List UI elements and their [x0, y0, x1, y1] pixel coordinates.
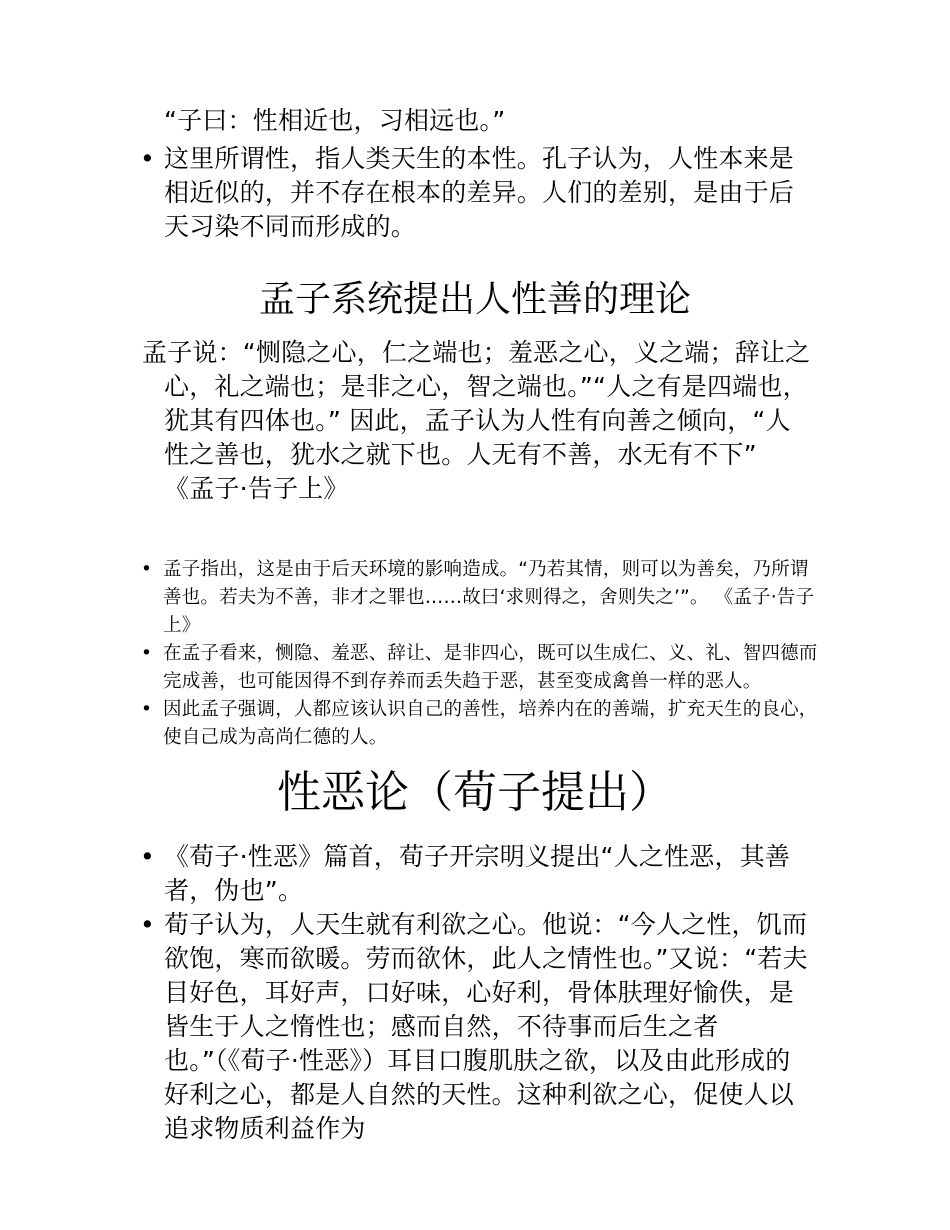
list-item — [141, 556, 818, 640]
bullet-icon: • — [141, 643, 153, 664]
list-item — [140, 908, 814, 1146]
mencius-paragraph: 孟子说：“恻隐之心，仁之端也；羞恶之心，义之端；辞让之心，礼之端也；是非之心，智之端也。”“人之有是四端也，犹其有四体也。” 因此，孟子认为人性有向善之倾向，“人性之善也，犹水之就下也。人无有不善，水无有不下” 《孟子·告子上》 — [142, 338, 811, 503]
confucius-quote: “子曰：性相近也，习相远也。” — [164, 106, 506, 135]
xunzi-heading: 性恶论（荀子提出） — [277, 767, 673, 818]
bullet-icon: • — [140, 144, 155, 173]
bullet-icon: • — [141, 699, 153, 720]
confucius-bullet — [140, 142, 814, 244]
bullet-icon: • — [140, 842, 155, 871]
list-item — [140, 142, 814, 244]
list-item-text: 荀子认为，人天生就有利欲之心。他说：“今人之性，饥而欲饱，寒而欲暖。劳而欲休，此人之情性也。”又说：“若夫目好色，耳好声，口好味，心好利，骨体肤理好愉佚，是皆生于人之惰性也；感而自然，不待事而后生之者也。”（《荀子·性恶》）耳目口腹肌肤之欲，以及由此形成的好利之心，都是人自然的天性。这种利欲之心，促使人以追求物质利益作为 — [164, 910, 808, 1143]
list-item — [141, 696, 818, 752]
list-item-text: 在孟子看来，恻隐、羞恶、辞让、是非四心，既可以生成仁、义、礼、智四德而完成善，也可能因得不到存养而丢失趋于恶，甚至变成禽兽一样的恶人。 — [163, 643, 818, 692]
list-item-text: 这里所谓性，指人类天生的本性。孔子认为，人性本来是相近似的，并不存在根本的差异。人们的差别，是由于后天习染不同而形成的。 — [164, 144, 795, 241]
list-item — [141, 640, 818, 696]
list-item-text: 《荀子·性恶》篇首，荀子开宗明义提出“人之性恶，其善者，伪也”。 — [164, 842, 791, 905]
list-item-text: 孟子指出，这是由于后天环境的影响造成。“乃若其情，则可以为善矣，乃所谓善也。若夫为不善，非才之罪也……故曰‘求则得之，舍则失之’”。 《孟子·告子上》 — [163, 559, 815, 636]
mencius-bullets — [141, 556, 818, 752]
bullet-icon: • — [140, 910, 155, 939]
xunzi-bullets — [140, 840, 814, 1146]
mencius-heading: 孟子系统提出人性善的理论 — [258, 279, 691, 320]
list-item — [140, 840, 814, 908]
bullet-icon: • — [141, 559, 153, 580]
list-item-text: 因此孟子强调，人都应该认识自己的善性，培养内在的善端，扩充天生的良心，使自己成为高尚仁德的人。 — [163, 699, 818, 748]
